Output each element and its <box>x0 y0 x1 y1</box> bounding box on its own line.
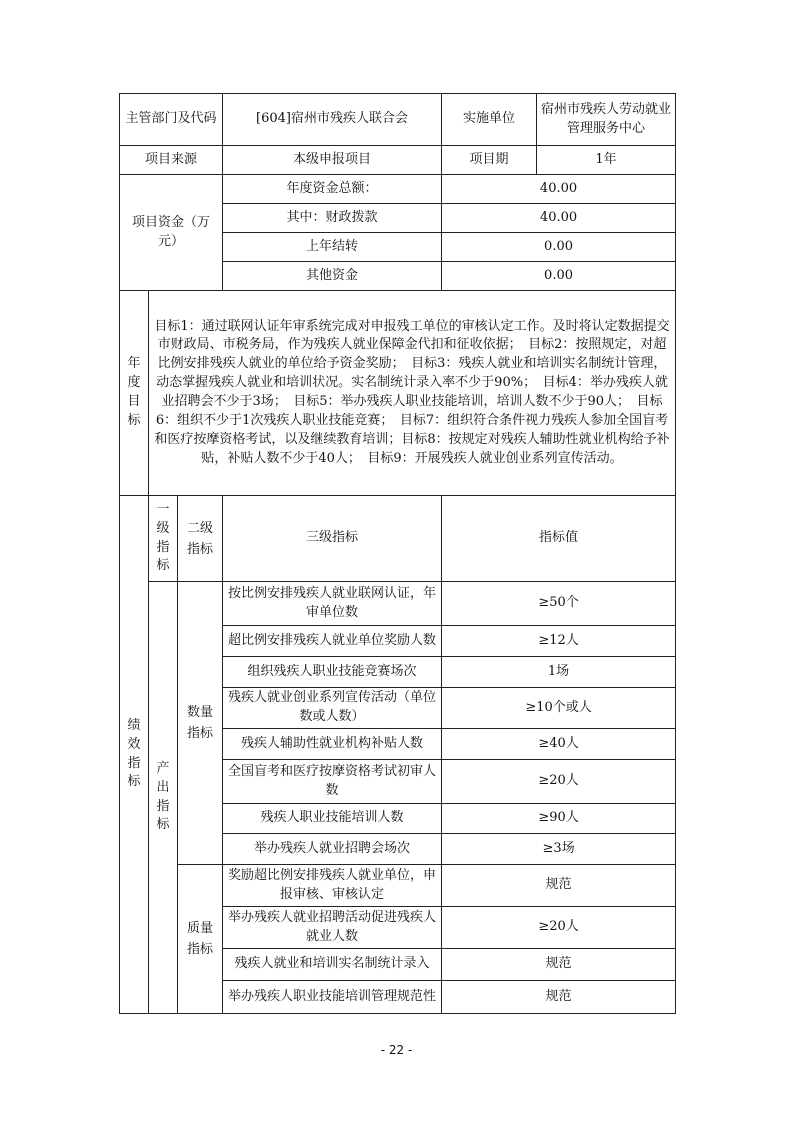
quantity-row-name: 按比例安排残疾人就业联网认证，年审单位数 <box>223 582 442 626</box>
performance-label <box>120 496 149 1014</box>
header-level3: 三级指标 <box>223 496 442 582</box>
project-performance-table <box>119 93 676 1014</box>
funds-carryover-label: 上年结转 <box>223 233 442 262</box>
quantity-row-value: ≥90人 <box>442 804 676 834</box>
quality-row-value: 规范 <box>442 949 676 981</box>
quantity-row-value: ≥50个 <box>442 582 676 626</box>
quality-row-value: ≥20人 <box>442 907 676 949</box>
funds-label: 项目资金（万元） <box>120 175 223 291</box>
period-value: 1年 <box>537 146 676 175</box>
quality-row-value: 规范 <box>442 865 676 907</box>
funds-other-value: 0.00 <box>442 262 676 291</box>
funds-total-label: 年度资金总额： <box>223 175 442 204</box>
funds-fiscal-value: 40.00 <box>442 204 676 233</box>
quality-row-value: 规范 <box>442 981 676 1014</box>
quantity-indicator-label-text: 数量指标 <box>187 705 214 741</box>
funds-carryover-value: 0.00 <box>442 233 676 262</box>
output-indicator-label-text: 产出指标 <box>156 760 170 833</box>
quantity-indicator-label <box>178 582 223 865</box>
quantity-row-name: 举办残疾人就业招聘会场次 <box>223 834 442 865</box>
quantity-row-value: ≥12人 <box>442 626 676 657</box>
quantity-row-value: ≥20人 <box>442 760 676 804</box>
annual-goals-label-text: 年度目标 <box>127 356 141 428</box>
output-indicator-label <box>149 582 178 1014</box>
impl-label: 实施单位 <box>442 94 537 146</box>
quantity-row-name: 残疾人职业技能培训人数 <box>223 804 442 834</box>
quantity-row-value: 1场 <box>442 657 676 688</box>
quantity-row-name: 残疾人辅助性就业机构补贴人数 <box>223 729 442 760</box>
quantity-row-value: ≥40人 <box>442 729 676 760</box>
source-value: 本级申报项目 <box>223 146 442 175</box>
quantity-row-name: 全国盲考和医疗按摩资格考试初审人数 <box>223 760 442 804</box>
header-value: 指标值 <box>442 496 676 582</box>
page-number: - 22 - <box>380 1043 413 1057</box>
quantity-row-name: 残疾人就业创业系列宣传活动（单位数或人数） <box>223 688 442 729</box>
quantity-row-name: 超比例安排残疾人就业单位奖励人数 <box>223 626 442 657</box>
quality-indicator-label-text: 质量指标 <box>187 921 214 957</box>
quality-indicator-label <box>178 865 223 1014</box>
quality-row-name: 奖励超比例安排残疾人就业单位，申报审核、审核认定 <box>223 865 442 907</box>
performance-label-text: 绩效指标 <box>127 717 141 790</box>
header-level1 <box>149 496 178 582</box>
header-level2 <box>178 496 223 582</box>
funds-fiscal-label: 其中：财政拨款 <box>223 204 442 233</box>
quantity-row-value: ≥10个或人 <box>442 688 676 729</box>
quantity-row-name: 组织残疾人职业技能竞赛场次 <box>223 657 442 688</box>
annual-goals-label <box>120 291 149 496</box>
header-level1-text: 一级指标 <box>156 501 170 574</box>
dept-label: 主管部门及代码 <box>120 94 223 146</box>
source-label: 项目来源 <box>120 146 223 175</box>
quality-row-name: 残疾人就业和培训实名制统计录入 <box>223 949 442 981</box>
impl-value: 宿州市残疾人劳动就业管理服务中心 <box>537 94 676 146</box>
quality-row-name: 举办残疾人就业招聘活动促进残疾人就业人数 <box>223 907 442 949</box>
funds-total-value: 40.00 <box>442 175 676 204</box>
dept-value: [604]宿州市残疾人联合会 <box>223 94 442 146</box>
header-level2-text: 二级指标 <box>187 520 214 557</box>
period-label: 项目期 <box>442 146 537 175</box>
annual-goals-text: 目标1：通过联网认证年审系统完成对申报残工单位的审核认定工作。及时将认定数据提交市财政局、市税务局，作为残疾人就业保障金代扣和征收依据； 目标2：按照规定，对超比例安排残疾人就业的单位给予资金奖励； 目标3：残疾人就业和培训实名制统计管理，动态掌握残疾人就业和培训状况。实名制统计录入率不少于90%； 目标4：举办残疾人就业招聘会不少于3场； 目标5：举办残疾人职业技能培训，培训人数不少于90人； 目标6：组织不少于1次残疾人职业技能竞赛； 目标7：组织符合条件视力残疾人参加全国盲考和医疗按摩资格考试，以及继续教育培训；目标8：按规定对残疾人辅助性就业机构给予补贴，补贴人数不少于40人； 目标9：开展残疾人就业创业系列宣传活动。 <box>149 291 676 496</box>
quantity-row-value: ≥3场 <box>442 834 676 865</box>
funds-other-label: 其他资金 <box>223 262 442 291</box>
quality-row-name: 举办残疾人职业技能培训管理规范性 <box>223 981 442 1014</box>
